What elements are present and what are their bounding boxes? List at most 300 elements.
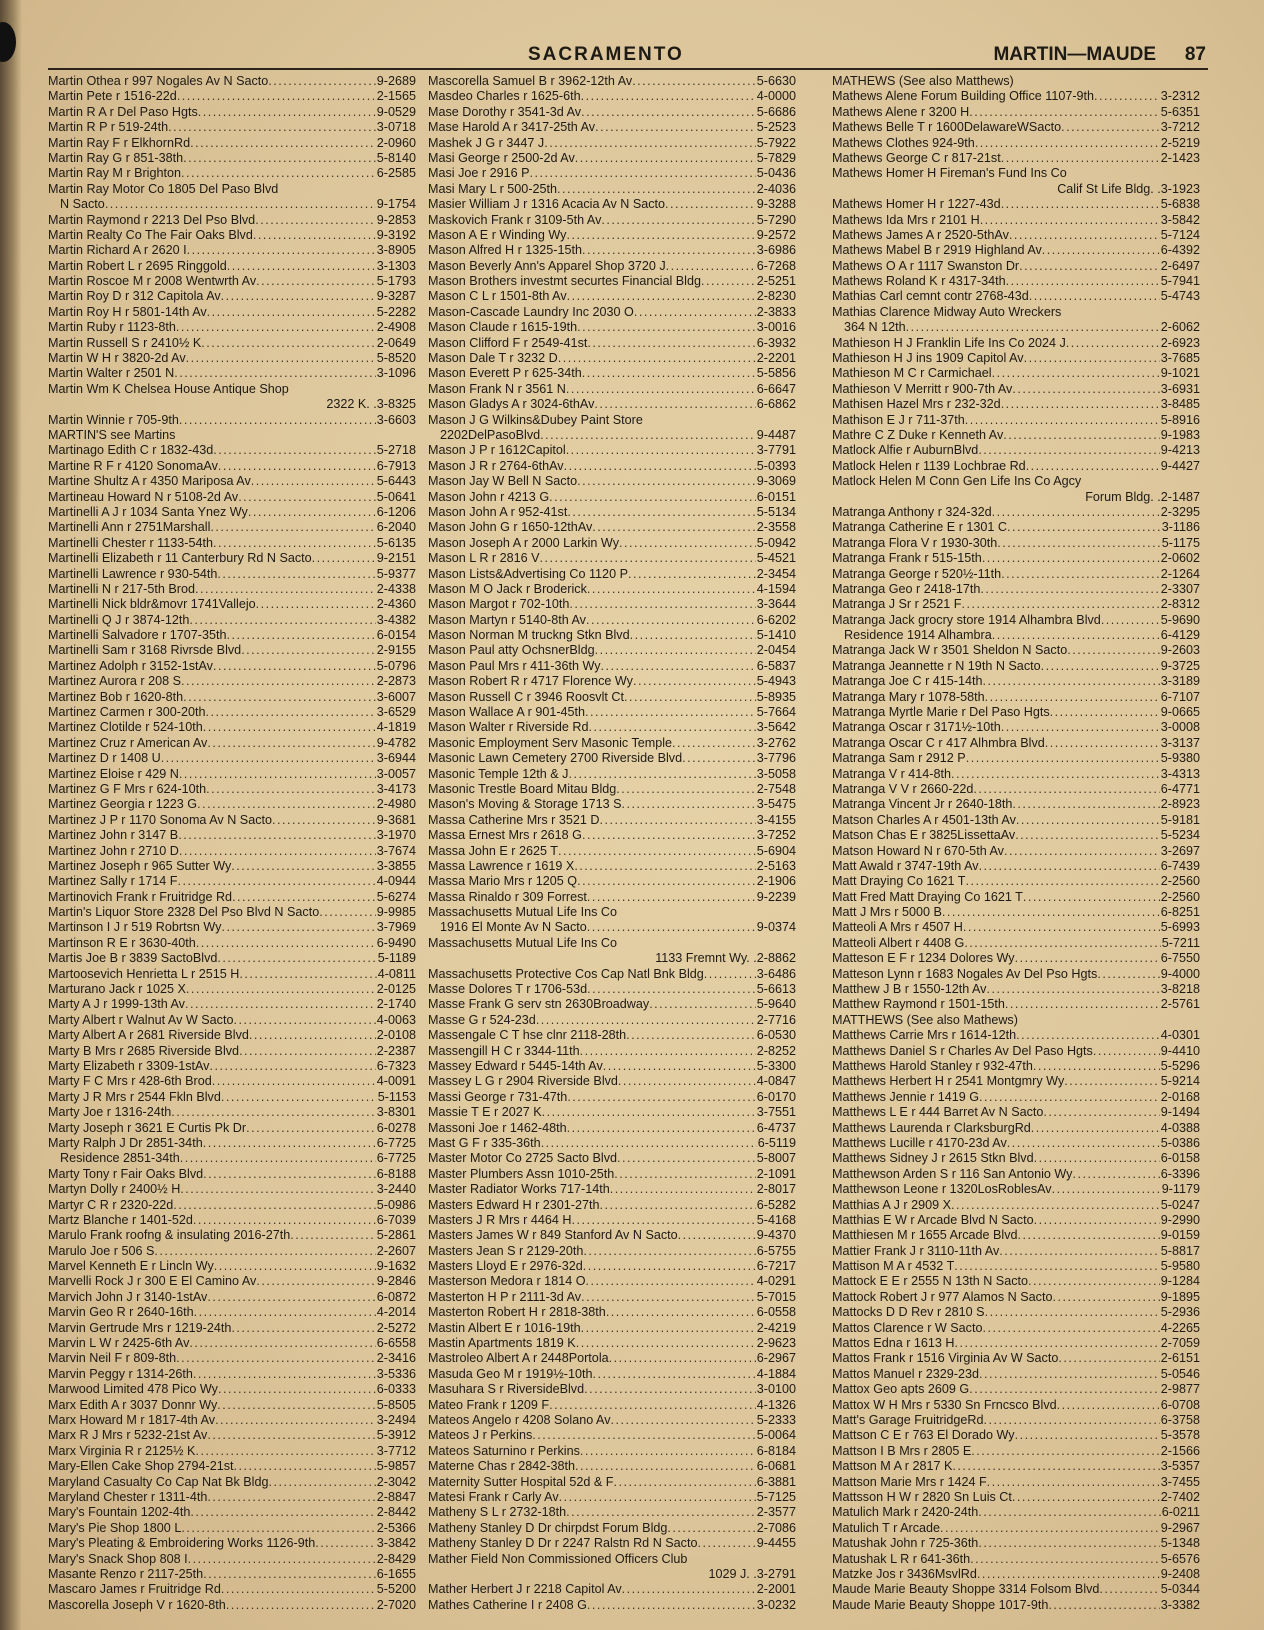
listing-entry xyxy=(48,782,416,797)
listing-entry xyxy=(832,1198,1200,1213)
listing-name: Masante Renzo r 2117-25th xyxy=(48,1566,204,1581)
listing-name: Martinson I J r 519 Robrtsn Wy xyxy=(48,920,222,935)
listing-phone: 9-1284 xyxy=(1160,1274,1200,1289)
dot-leader xyxy=(630,628,756,643)
listing-name: Mason Dale T r 3232 D xyxy=(428,351,558,366)
dot-leader xyxy=(955,1336,1160,1351)
dot-leader xyxy=(154,1244,375,1259)
listing-phone: 9-3192 xyxy=(376,227,416,242)
listing-entry xyxy=(48,659,416,674)
listing-name: Massa Rinaldo r 309 Forrest xyxy=(428,889,587,904)
listing-phone: 3-0100 xyxy=(756,1382,796,1397)
dot-leader xyxy=(701,274,756,289)
listing-entry xyxy=(428,797,796,812)
dot-leader xyxy=(979,859,1160,874)
listing-name: Martin Raymond r 2213 Del Pso Blvd xyxy=(48,212,256,227)
dot-leader xyxy=(198,105,376,120)
listing-phone: 5-0436 xyxy=(756,166,796,181)
listing-line: Massachusetts Mutual Life Ins Co xyxy=(428,905,617,920)
listing-phone: 3-7712 xyxy=(376,1443,416,1458)
dot-leader xyxy=(207,305,376,320)
listing-entry xyxy=(428,1290,796,1305)
listing-phone: 5-2523 xyxy=(756,120,796,135)
listing-phone: 5-6351 xyxy=(1160,104,1200,119)
dot-leader xyxy=(268,74,376,89)
listing-name: Mason Paul atty OchsnerBldg xyxy=(428,643,595,658)
dot-leader xyxy=(186,351,376,366)
dot-leader xyxy=(1042,243,1160,258)
listing-entry xyxy=(428,844,796,859)
listing-name: Matranga Oscar r 3171½-10th xyxy=(832,720,1001,735)
dot-leader xyxy=(1023,890,1160,905)
listing-phone: 2-3833 xyxy=(756,304,796,319)
listing-entry xyxy=(832,628,1200,643)
dot-leader xyxy=(234,1459,376,1474)
listing-phone: 5-9580 xyxy=(1160,1259,1200,1274)
listing-phone: 9-3287 xyxy=(376,289,416,304)
dot-leader xyxy=(978,1536,1159,1551)
listing-entry xyxy=(428,828,796,843)
dot-leader xyxy=(1016,1028,1160,1043)
listing-name: Masi Mary L r 500-25th xyxy=(428,181,558,196)
dot-leader xyxy=(633,674,756,689)
listing-phone: 6-1206 xyxy=(376,504,416,519)
listing-phone: 9-1754 xyxy=(376,197,416,212)
listing-entry xyxy=(428,767,796,782)
listing-name: Masters Jean S r 2129-20th xyxy=(428,1243,584,1258)
listing-phone: 5-6904 xyxy=(756,843,796,858)
listing-phone: 5-2861 xyxy=(376,1228,416,1243)
listing-entry xyxy=(428,1598,796,1613)
dot-leader xyxy=(678,1228,756,1243)
dot-leader xyxy=(1009,228,1160,243)
listing-phone: 6-7725 xyxy=(376,1135,416,1150)
dot-leader xyxy=(984,1413,1160,1428)
listing-phone: 3-5642 xyxy=(756,720,796,735)
dot-leader xyxy=(221,1090,377,1105)
listing-line: Calif St Life Bldg. .3-1923 xyxy=(1057,181,1200,196)
listing-phone: 9-2967 xyxy=(1160,1520,1200,1535)
listing-name: Martinovich Frank r Fruitridge Rd xyxy=(48,889,233,904)
dot-leader xyxy=(179,767,376,782)
listing-name: Massa John E r 2625 T xyxy=(428,843,558,858)
listing-name: Marulo Frank roofng & insulating 2016-27th xyxy=(48,1228,291,1243)
listing-name: Maternity Sutter Hospital 52d & F xyxy=(428,1474,614,1489)
listing-phone: 6-8184 xyxy=(756,1443,796,1458)
listing-phone: 9-2151 xyxy=(376,551,416,566)
listing-entry xyxy=(48,243,416,258)
listing-name: Mattos Frank r 1516 Virginia Av W Sacto xyxy=(832,1351,1059,1366)
listing-entry xyxy=(832,1490,1200,1505)
listing-name: Mathews Alene r 3200 H xyxy=(832,104,970,119)
listing-phone: 9-2572 xyxy=(756,227,796,242)
dot-leader xyxy=(1097,967,1159,982)
listing-name: Matzke Jos r 3436MsvlRd xyxy=(832,1566,977,1581)
listing-name: Massa Catherine Mrs r 3521 D xyxy=(428,812,600,827)
listing-name: Massa Mario Mrs r 1205 Q xyxy=(428,874,578,889)
listing-entry xyxy=(832,243,1200,258)
listing-name: Matthiesen M r 1655 Arcade Blvd xyxy=(832,1228,1018,1243)
listing-entry xyxy=(48,982,416,997)
listing-entry xyxy=(48,720,416,735)
listing-name: Residence 1914 Alhambra xyxy=(844,628,992,643)
listing-phone: 6-0170 xyxy=(756,1089,796,1104)
dot-leader xyxy=(203,1567,376,1582)
listing-phone: 6-6862 xyxy=(756,397,796,412)
listing-phone: 5-5134 xyxy=(756,504,796,519)
listing-name: Martin's Liquor Store 2328 Del Pso Blvd N Sacto xyxy=(48,905,320,920)
listing-name: Mason-Cascade Laundry Inc 2030 O xyxy=(428,304,634,319)
dot-leader xyxy=(1066,336,1160,351)
listing-phone: 6-0681 xyxy=(756,1459,796,1474)
listing-name: Mathison E J r 711-37th xyxy=(832,412,965,427)
listing-phone: 3-4173 xyxy=(376,781,416,796)
listing-entry xyxy=(832,659,1200,674)
listing-phone: 5-9380 xyxy=(1160,751,1200,766)
dot-leader xyxy=(965,413,1160,428)
listing-phone: 4-0811 xyxy=(377,966,416,981)
dot-leader xyxy=(193,1213,376,1228)
dot-leader xyxy=(987,1475,1160,1490)
listing-entry xyxy=(48,1505,416,1520)
dot-leader xyxy=(965,874,1159,889)
listing-phone: 3-7551 xyxy=(756,1105,796,1120)
listing-phone: 6-6558 xyxy=(376,1336,416,1351)
listing-entry xyxy=(428,1398,796,1413)
listing-entry xyxy=(48,813,416,828)
listing-phone: 3-2494 xyxy=(376,1412,416,1427)
dot-leader xyxy=(174,366,376,381)
listing-name: Mathieson H J ins 1909 Capitol Av xyxy=(832,351,1024,366)
listing-name: Martinelli Sam r 3168 Rivrsde Blvd xyxy=(48,643,242,658)
dot-leader xyxy=(177,89,376,104)
listing-phone: 5-1153 xyxy=(377,1089,416,1104)
listing-entry xyxy=(428,1505,796,1520)
dot-leader xyxy=(194,1305,376,1320)
listing-entry xyxy=(48,1182,416,1197)
listing-phone: 5-8007 xyxy=(756,1151,796,1166)
listing-name: Marvin Neil F r 809-8th xyxy=(48,1351,177,1366)
listing-phone: 2-8312 xyxy=(1160,597,1200,612)
listing-entry xyxy=(428,1259,796,1274)
dot-leader xyxy=(617,1151,756,1166)
listing-entry xyxy=(48,474,416,489)
listing-phone: 3-0016 xyxy=(756,320,796,335)
dot-leader xyxy=(1001,567,1160,582)
listing-entry xyxy=(832,1552,1200,1567)
listing-name: Mason Wallace A r 901-45th xyxy=(428,705,586,720)
dot-leader xyxy=(171,1105,376,1120)
listing-entry xyxy=(428,736,796,751)
listing-entry xyxy=(48,289,416,304)
listing-entry xyxy=(832,674,1200,689)
listing-phone: 5-7664 xyxy=(756,705,796,720)
listing-name: Martin Pete r 1516-22d xyxy=(48,89,177,104)
listing-name: Master Motor Co 2725 Sacto Blvd xyxy=(428,1151,617,1166)
dot-leader xyxy=(594,397,755,412)
listing-name: Mason Walter r Riverside Rd xyxy=(428,720,589,735)
listing-line: Forum Bldg. .2-1487 xyxy=(1085,489,1200,504)
dot-leader xyxy=(189,613,375,628)
dot-leader xyxy=(628,567,756,582)
listing-phone: 3-2312 xyxy=(1160,89,1200,104)
listing-entry xyxy=(832,1105,1200,1120)
dot-leader xyxy=(239,967,376,982)
dot-leader xyxy=(1052,1290,1159,1305)
listing-entry xyxy=(832,567,1200,582)
listing-entry xyxy=(48,1521,416,1536)
listing-name: Marvin Gertrude Mrs r 1219-24th xyxy=(48,1320,232,1335)
dot-leader xyxy=(583,1259,756,1274)
listing-name: Maude Marie Beauty Shoppe 1017-9th xyxy=(832,1597,1049,1612)
listing-entry xyxy=(428,782,796,797)
listing-phone: 3-5058 xyxy=(756,766,796,781)
listing-phone: 5-8935 xyxy=(756,689,796,704)
dot-leader xyxy=(178,874,376,889)
dot-leader xyxy=(577,320,756,335)
listing-name: Martinelli A J r 1034 Santa Ynez Wy xyxy=(48,504,248,519)
listing-entry xyxy=(48,1136,416,1151)
dot-leader xyxy=(582,243,756,258)
listing-name: Master Radiator Works 717-14th xyxy=(428,1182,610,1197)
listing-phone: 3-1186 xyxy=(1161,520,1200,535)
dot-leader xyxy=(586,1274,756,1289)
dot-leader xyxy=(290,1228,376,1243)
listing-phone: 4-1326 xyxy=(756,1397,796,1412)
listing-name: Matthews Herbert H r 2541 Montgmry Wy xyxy=(832,1074,1065,1089)
dot-leader xyxy=(1001,397,1160,412)
page-header xyxy=(48,44,1208,70)
listing-entry xyxy=(48,613,416,628)
listing-name: Mason Norman M truckng Stkn Blvd xyxy=(428,628,630,643)
listing-phone: 6-8188 xyxy=(376,1166,416,1181)
dot-leader xyxy=(1001,197,1160,212)
listing-name: Martz Blanche r 1401-52d xyxy=(48,1212,193,1227)
listing-entry xyxy=(428,443,796,458)
listing-entry xyxy=(428,1536,796,1551)
listing-phone: 9-0159 xyxy=(1160,1228,1200,1243)
dot-leader xyxy=(532,1428,756,1443)
listing-entry xyxy=(48,1151,416,1166)
dot-leader xyxy=(530,166,756,181)
dot-leader xyxy=(1015,1428,1160,1443)
dot-leader xyxy=(980,582,1159,597)
listing-entry xyxy=(428,1059,796,1074)
dot-leader xyxy=(1007,520,1161,535)
dot-leader xyxy=(187,243,376,258)
dot-leader xyxy=(233,1013,375,1028)
listing-phone: 2-8017 xyxy=(756,1182,796,1197)
dot-leader xyxy=(207,1290,375,1305)
listing-entry xyxy=(832,920,1200,935)
listing-phone: 5-9857 xyxy=(376,1459,416,1474)
dot-leader xyxy=(180,1151,376,1166)
listing-name: Mather Herbert J r 2218 Capitol Av xyxy=(428,1582,622,1597)
listing-phone: 5-8505 xyxy=(376,1397,416,1412)
listing-name: Mary's Pleating & Embroidering Works 1126-9th xyxy=(48,1536,316,1551)
dot-leader xyxy=(221,289,376,304)
listing-entry xyxy=(428,813,796,828)
listing-phone: 2-3454 xyxy=(756,566,796,581)
listing-name: Masterson Medora r 1814 O xyxy=(428,1274,586,1289)
listing-phone: 2-1740 xyxy=(376,997,416,1012)
listing-name: Masse G r 524-23d xyxy=(428,1012,536,1027)
listing-entry xyxy=(832,597,1200,612)
dot-leader xyxy=(176,320,376,335)
listing-name: Matthews Carrie Mrs r 1614-12th xyxy=(832,1028,1017,1043)
listing-name: Massie T E r 2027 K xyxy=(428,1105,542,1120)
listing-phone: 6-7913 xyxy=(376,458,416,473)
listing-phone: 9-0665 xyxy=(1160,705,1200,720)
listing-entry xyxy=(832,336,1200,351)
listing-name: Mason John r 4213 G xyxy=(428,489,550,504)
listing-entry xyxy=(832,1336,1200,1351)
listing-phone: 5-9181 xyxy=(1160,812,1200,827)
dot-leader xyxy=(610,1182,756,1197)
dot-leader xyxy=(1012,382,1159,397)
dot-leader xyxy=(626,1028,756,1043)
listing-name: Martinez Georgia r 1223 G xyxy=(48,797,198,812)
listing-phone: 2-0454 xyxy=(756,643,796,658)
listing-phone: 5-2936 xyxy=(1160,1305,1200,1320)
listing-name: Marvelli Rock J r 300 E El Camino Av xyxy=(48,1274,257,1289)
listing-name: Martinelli N r 217-5th Brod xyxy=(48,581,195,596)
listing-phone: 2-2560 xyxy=(1160,889,1200,904)
listing-line: Mathews Homer H Fireman's Fund Ins Co xyxy=(832,166,1067,181)
listing-entry xyxy=(832,1228,1200,1243)
listing-name: Martin Ray M r Brighton xyxy=(48,166,181,181)
listing-name: Marvich John J r 3140-1stAv xyxy=(48,1289,208,1304)
listing-name: Massa Ernest Mrs r 2618 G xyxy=(428,828,582,843)
dot-leader xyxy=(581,1290,756,1305)
listing-phone: 3-6986 xyxy=(756,243,796,258)
listing-phone: 3-7212 xyxy=(1160,120,1200,135)
listing-phone: 4-0063 xyxy=(376,1012,416,1027)
listing-entry xyxy=(832,1121,1200,1136)
listing-name: Mateos Saturnino r Perkins xyxy=(428,1443,580,1458)
listing-phone: 2-8252 xyxy=(756,1043,796,1058)
listing-name: Martinelli Elizabeth r 11 Canterbury Rd N Sacto xyxy=(48,551,312,566)
dot-leader xyxy=(213,443,376,458)
dot-leader xyxy=(544,136,756,151)
listing-line: Matlock Helen M Conn Gen Life Ins Co Agcy xyxy=(832,474,1082,489)
listing-entry xyxy=(428,490,796,505)
dot-leader xyxy=(975,136,1160,151)
listing-phone: 4-0944 xyxy=(376,874,416,889)
listing-phone: 9-2408 xyxy=(1160,1566,1200,1581)
listing-entry xyxy=(48,336,416,351)
dot-leader xyxy=(312,551,376,566)
listing-name: Marty Elizabeth r 3309-1stAv xyxy=(48,1059,210,1073)
listing-phone: 9-4000 xyxy=(1160,966,1200,981)
dot-leader xyxy=(964,936,1160,951)
listing-name: Matushak John r 725-36th xyxy=(832,1536,979,1551)
listing-phone: 2-3295 xyxy=(1160,504,1200,519)
listing-name: Maryland Chester r 1311-4th xyxy=(48,1489,208,1504)
listing-name: Matt Fred Matt Draying Co 1621 T xyxy=(832,889,1023,904)
listing-phone: 3-3189 xyxy=(1160,674,1200,689)
listing-phone: 9-1983 xyxy=(1160,427,1200,442)
listing-phone: 2-5219 xyxy=(1160,135,1200,150)
listing-name: Matranga Jack grocry store 1914 Alhambra Blvd xyxy=(832,612,1101,627)
dot-leader xyxy=(665,197,756,212)
listing-name: Martinelli Salvadore r 1707-35th xyxy=(48,628,227,643)
dot-leader xyxy=(206,705,376,720)
listing-phone: 5-5296 xyxy=(1160,1059,1200,1073)
listing-name: Mason J R r 2764-6thAv xyxy=(428,458,564,473)
listing-name: Marturano Jack r 1025 X xyxy=(48,982,186,997)
listing-entry xyxy=(832,1213,1200,1228)
listing-name: Marx Edith A r 3037 Donnr Wy xyxy=(48,1397,218,1412)
dot-leader xyxy=(951,767,1160,782)
listing-entry xyxy=(832,1459,1200,1474)
listing-name: N Sacto xyxy=(60,197,105,212)
listing-name: Mason Clifford F r 2549-41st xyxy=(428,335,588,350)
listing-phone: 4-0000 xyxy=(756,89,796,104)
listing-entry xyxy=(832,997,1200,1012)
dot-leader xyxy=(982,1321,1159,1336)
dot-leader xyxy=(566,443,756,458)
listing-name: Mathieson M C r Carmichael xyxy=(832,366,992,381)
listing-phone: 3-6529 xyxy=(376,705,416,720)
dot-leader xyxy=(977,1567,1160,1582)
listing-name: Martin R P r 519-24th xyxy=(48,120,169,135)
listing-entry xyxy=(428,366,796,381)
dot-leader xyxy=(1034,1151,1160,1166)
dot-leader xyxy=(207,1428,375,1443)
column-3 xyxy=(832,74,1200,1613)
listing-name: Mason Frank N r 3561 N xyxy=(428,381,566,396)
dot-leader xyxy=(206,782,376,797)
listing-entry xyxy=(48,1351,416,1366)
listing-entry xyxy=(428,1213,796,1228)
dot-leader xyxy=(609,1351,756,1366)
listing-phone: 9-3288 xyxy=(756,197,796,212)
listing-name: Marty A J r 1999-13th Av xyxy=(48,997,185,1012)
listing-name: Massachusetts Protective Cos Cap Natl Bnk Bldg xyxy=(428,966,704,981)
listing-phone: 9-1895 xyxy=(1160,1289,1200,1304)
listing-entry xyxy=(832,828,1200,843)
listing-entry xyxy=(832,213,1200,228)
listing-entry xyxy=(428,243,796,258)
listing-phone: 6-7268 xyxy=(756,258,796,273)
listing-entry xyxy=(48,89,416,104)
listing-phone: 3-7969 xyxy=(376,920,416,935)
listing-entry xyxy=(832,1367,1200,1382)
listing-name: Mastin Apartments 1819 K xyxy=(428,1336,576,1351)
listing-phone: 5-6274 xyxy=(376,889,416,904)
listing-entry xyxy=(428,1013,796,1028)
dot-leader xyxy=(218,459,376,474)
listing-entry xyxy=(48,1044,416,1059)
page-number: 87 xyxy=(1184,44,1206,65)
dot-leader xyxy=(1016,813,1160,828)
listing-phone: 5-9377 xyxy=(376,566,416,581)
listing-phone: 3-8485 xyxy=(1160,397,1200,412)
listing-line: Mather Field Non Commissioned Officers Club xyxy=(428,1551,688,1566)
dot-leader xyxy=(1050,705,1160,720)
listing-entry xyxy=(48,1259,416,1274)
listing-phone: 3-5336 xyxy=(376,1366,416,1381)
dot-leader xyxy=(241,643,376,658)
listing-entry xyxy=(832,1475,1200,1490)
listing-name: Mathews Roland K r 4317-34th xyxy=(832,274,1006,289)
listing-phone: 5-7941 xyxy=(1160,274,1200,289)
listing-name: Matt's Garage FruitridgeRd xyxy=(832,1412,984,1427)
listing-phone: 2-1906 xyxy=(756,874,796,889)
listing-name: Mastin Albert E r 1016-19th xyxy=(428,1320,581,1335)
listing-name: Masi George r 2500-2d Av xyxy=(428,150,575,165)
